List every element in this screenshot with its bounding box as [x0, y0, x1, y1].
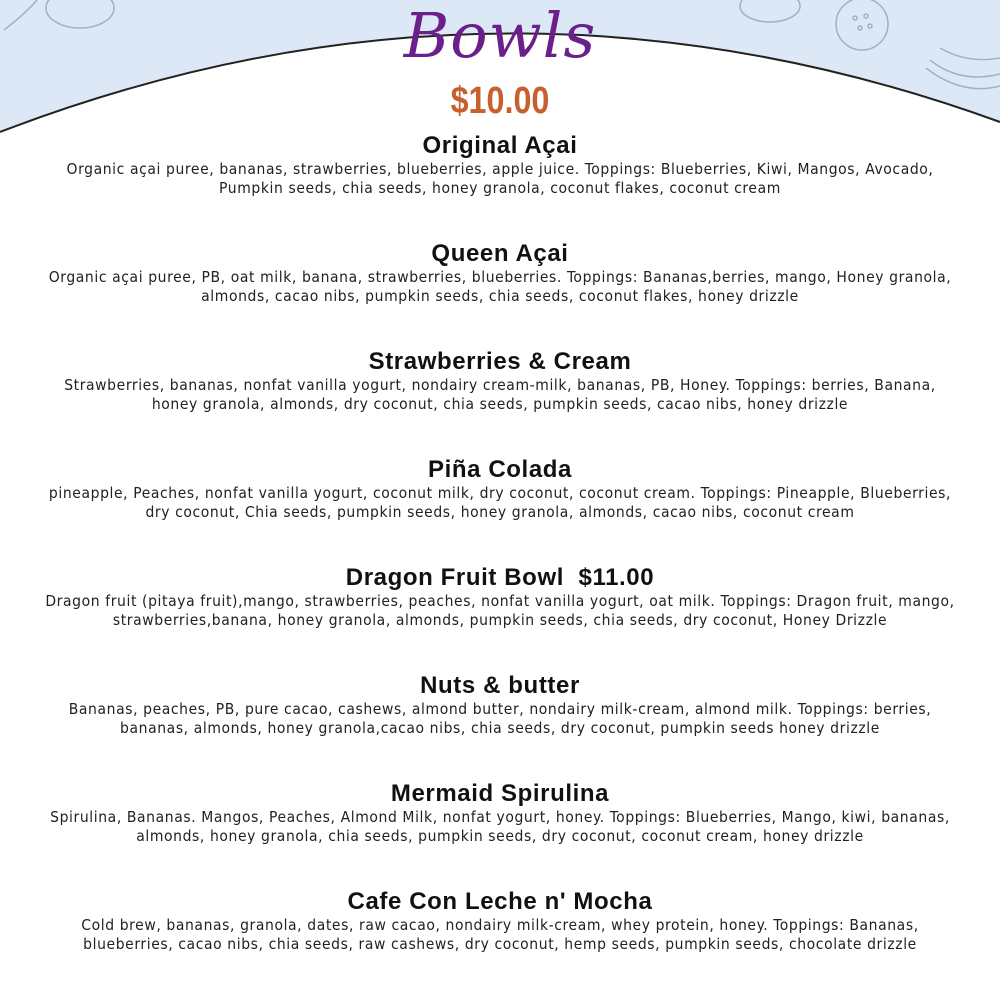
- menu-item: [40, 132, 960, 240]
- item-description: Cold brew, bananas, granola, dates, raw cacao, nondairy milk-cream, whey protein, honey. Toppings: Bananas, blueberries, cacao nibs, chia seeds, raw cashews, dry coconut, hemp seeds, pumpkin seeds, chocolate drizzle: [81, 916, 919, 953]
- menu-item: [40, 888, 960, 996]
- item-description: Bananas, peaches, PB, pure cacao, cashews, almond butter, nondairy milk-cream, almond milk. Toppings: berries, bananas, almonds, honey granola,cacao nibs, chia seeds, dry coconut, pumpkin seeds honey drizzle: [68, 700, 932, 737]
- menu-item: [40, 672, 960, 780]
- item-description: Dragon fruit (pitaya fruit),mango, strawberries, peaches, nonfat vanilla yogurt, oat milk. Toppings: Dragon fruit, mango, strawberries,banana, honey granola, almonds, pumpkin seeds, chia seeds, dry coconut, Honey Drizzle: [45, 592, 955, 629]
- menu-item: [40, 456, 960, 564]
- menu-title: Bowls: [403, 0, 597, 72]
- item-description: Spirulina, Bananas. Mangos, Peaches, Almond Milk, nonfat yogurt, honey. Toppings: Blueberries, Mango, kiwi, bananas, almonds, honey granola, chia seeds, pumpkin seeds, dry coconut, coconut cream, honey drizzle: [50, 808, 950, 845]
- item-name: Dragon Fruit Bowl $11.00: [345, 564, 655, 591]
- item-name: Queen Açai: [431, 240, 569, 267]
- menu-item: [40, 240, 960, 348]
- item-name: Mermaid Spirulina: [390, 780, 610, 807]
- item-name: Original Açai: [422, 132, 578, 159]
- menu-item: [40, 348, 960, 456]
- item-description: Strawberries, bananas, nonfat vanilla yogurt, nondairy cream-milk, bananas, PB, Honey. Toppings: berries, Banana, honey granola, almonds, dry coconut, chia seeds, pumpkin seeds, cacao nibs, honey drizzle: [64, 376, 936, 413]
- item-name: Strawberries & Cream: [368, 348, 632, 375]
- item-description: Organic açai puree, PB, oat milk, banana, strawberries, blueberries. Toppings: Bananas,berries, mango, Honey granola, almonds, cacao nibs, pumpkin seeds, chia seeds, coconut flakes, honey drizzle: [48, 268, 952, 305]
- menu-item: [40, 780, 960, 888]
- item-name: Nuts & butter: [420, 672, 580, 699]
- item-name: Piña Colada: [428, 456, 572, 483]
- item-description: Organic açai puree, bananas, strawberries, blueberries, apple juice. Toppings: Blueberries, Kiwi, Mangos, Avocado, Pumpkin seeds, chia seeds, honey granola, coconut flakes, coconut cream: [66, 160, 934, 197]
- menu-list: [40, 132, 960, 996]
- item-description: pineapple, Peaches, nonfat vanilla yogurt, coconut milk, dry coconut, coconut cream. Toppings: Pineapple, Blueberries, dry coconut, Chia seeds, pumpkin seeds, honey granola, almonds, cacao nibs, coconut cream: [48, 484, 952, 521]
- menu-price: $10.00: [450, 80, 550, 122]
- menu-item: [40, 564, 960, 672]
- item-name: Cafe Con Leche n' Mocha: [347, 888, 653, 915]
